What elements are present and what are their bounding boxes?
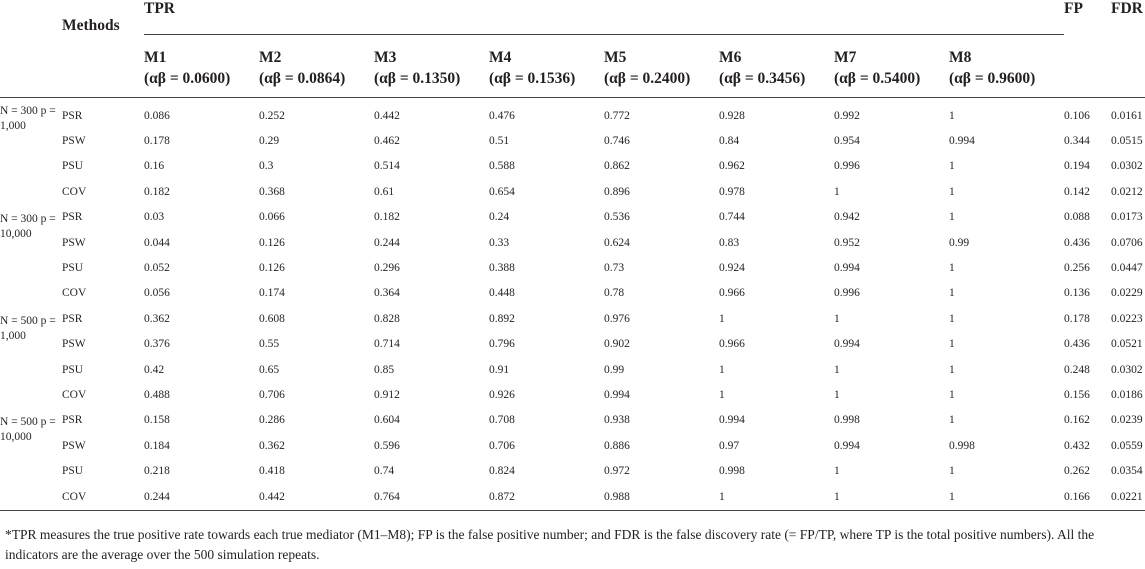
value-cell: 0.78: [604, 287, 625, 300]
value-cell: 0.244: [144, 490, 170, 503]
value-cell: 1: [949, 287, 955, 300]
method-cell: PSR: [62, 211, 83, 224]
group-label: N = 300 p = 1,000: [0, 104, 56, 132]
value-cell: 0.476: [489, 109, 515, 122]
header-mediator-1: [144, 35, 259, 97]
value-cell: 0.796: [489, 338, 515, 351]
value-cell: 0.16: [144, 160, 165, 173]
value-cell: 0.91: [489, 363, 510, 376]
table-row: [0, 408, 1145, 433]
value-cell: 0.166: [1064, 490, 1090, 503]
header-mediator-2: [259, 35, 374, 97]
mediator-coefficient: (αβ = 0.5400): [834, 70, 921, 87]
value-cell: 0.42: [144, 363, 165, 376]
value-cell: 1: [949, 160, 955, 173]
value-cell: 1: [834, 388, 840, 401]
value-cell: 0.052: [144, 261, 170, 274]
value-cell: 0.61: [374, 185, 395, 198]
value-cell: 0.0302: [1111, 363, 1143, 376]
table-row: [0, 180, 1145, 205]
value-cell: 0.966: [719, 287, 745, 300]
value-cell: 0.136: [1064, 287, 1090, 300]
header-fp: FP: [1064, 0, 1083, 17]
value-cell: 0.976: [604, 312, 630, 325]
value-cell: 1: [949, 312, 955, 325]
value-cell: 0.998: [719, 465, 745, 478]
value-cell: 0.0515: [1111, 134, 1143, 147]
value-cell: 0.872: [489, 490, 515, 503]
table-header: [0, 0, 1145, 97]
value-cell: 0.436: [1064, 236, 1090, 249]
value-cell: 1: [949, 185, 955, 198]
table-row: [0, 231, 1145, 256]
value-cell: 0.142: [1064, 185, 1090, 198]
table-row: [0, 281, 1145, 306]
group-label: N = 300 p = 10,000: [0, 213, 56, 241]
value-cell: 0.178: [144, 134, 170, 147]
value-cell: 0.0221: [1111, 490, 1143, 503]
value-cell: 0.162: [1064, 414, 1090, 427]
value-cell: 0.0223: [1111, 312, 1143, 325]
value-cell: 0.73: [604, 261, 625, 274]
table-footnote: *TPR measures the true positive rate towards each true mediator (M1–M8); FP is the false positive number; and FDR is the false discovery rate (= FP/TP, where TP is the total positive numbers). All the indicators are the average over the 500 simulation repeats.: [5, 527, 1095, 562]
mediator-label: M3: [374, 49, 397, 66]
value-cell: 0.994: [719, 414, 745, 427]
value-cell: 0.928: [719, 109, 745, 122]
value-cell: 0.998: [949, 439, 975, 452]
value-cell: 0.912: [374, 388, 400, 401]
value-cell: 1: [949, 109, 955, 122]
value-cell: 0.714: [374, 338, 400, 351]
value-cell: 0.744: [719, 211, 745, 224]
method-cell: COV: [62, 185, 87, 198]
header-blank: [0, 0, 62, 97]
value-cell: 0.886: [604, 439, 630, 452]
method-cell: COV: [62, 490, 87, 503]
value-cell: 0.174: [259, 287, 285, 300]
value-cell: 0.066: [259, 211, 285, 224]
value-cell: 0.83: [719, 236, 740, 249]
value-cell: 0.376: [144, 338, 170, 351]
value-cell: 0.0354: [1111, 465, 1143, 478]
value-cell: 1: [949, 363, 955, 376]
value-cell: 0.3: [259, 160, 274, 173]
value-cell: 0.926: [489, 388, 515, 401]
value-cell: 0.126: [259, 236, 285, 249]
method-cell: PSW: [62, 439, 86, 452]
value-cell: 0.942: [834, 211, 860, 224]
value-cell: 0.106: [1064, 109, 1090, 122]
value-cell: 0.086: [144, 109, 170, 122]
value-cell: 0.994: [834, 338, 860, 351]
value-cell: 0.65: [259, 363, 280, 376]
value-cell: 0.178: [1064, 312, 1090, 325]
value-cell: 1: [949, 338, 955, 351]
value-cell: 0.596: [374, 439, 400, 452]
mediator-label: M4: [489, 49, 512, 66]
value-cell: 1: [949, 388, 955, 401]
value-cell: 1: [834, 363, 840, 376]
value-cell: 1: [719, 363, 725, 376]
value-cell: 0.03: [144, 211, 165, 224]
group-label: N = 500 p = 1,000: [0, 314, 56, 342]
value-cell: 0.654: [489, 185, 515, 198]
header-mediator-8: [949, 35, 1064, 97]
value-cell: 0.74: [374, 465, 395, 478]
value-cell: 0.962: [719, 160, 745, 173]
value-cell: 1: [834, 185, 840, 198]
value-cell: 0.044: [144, 236, 170, 249]
mediator-coefficient: (αβ = 0.0864): [259, 70, 346, 87]
header-mediator-4: [489, 35, 604, 97]
value-cell: 0.902: [604, 338, 630, 351]
header-tpr: TPR: [144, 0, 1064, 35]
method-cell: PSU: [62, 261, 84, 274]
value-cell: 1: [719, 388, 725, 401]
mediator-coefficient: (αβ = 0.3456): [719, 70, 806, 87]
table-row: [0, 307, 1145, 332]
method-cell: PSW: [62, 338, 86, 351]
value-cell: 0.896: [604, 185, 630, 198]
value-cell: 0.0239: [1111, 414, 1143, 427]
mediator-label: M1: [144, 49, 167, 66]
value-cell: 0.436: [1064, 338, 1090, 351]
footer-rule: [0, 511, 1145, 512]
value-cell: 0.706: [489, 439, 515, 452]
value-cell: 0.296: [374, 261, 400, 274]
method-cell: PSW: [62, 236, 86, 249]
value-cell: 0.0173: [1111, 211, 1143, 224]
value-cell: 0.056: [144, 287, 170, 300]
header-mediator-7: [834, 35, 949, 97]
value-cell: 0.706: [259, 388, 285, 401]
value-cell: 0.448: [489, 287, 515, 300]
value-cell: 0.488: [144, 388, 170, 401]
value-cell: 0.0706: [1111, 236, 1143, 249]
value-cell: 0.954: [834, 134, 860, 147]
table-body: [0, 97, 1145, 511]
value-cell: 0.824: [489, 465, 515, 478]
table-row: [0, 383, 1145, 408]
value-cell: 0.996: [834, 160, 860, 173]
value-cell: 0.998: [834, 414, 860, 427]
value-cell: 1: [949, 490, 955, 503]
value-cell: 0.0559: [1111, 439, 1143, 452]
table-row: [0, 358, 1145, 383]
table-row: [0, 459, 1145, 484]
mediator-label: M8: [949, 49, 972, 66]
value-cell: 0.966: [719, 338, 745, 351]
value-cell: 0.0212: [1111, 185, 1143, 198]
value-cell: 0.256: [1064, 261, 1090, 274]
header-mediator-3: [374, 35, 489, 97]
value-cell: 0.0161: [1111, 109, 1143, 122]
header-fdr: FDR: [1111, 0, 1143, 17]
value-cell: 0.364: [374, 287, 400, 300]
value-cell: 0.988: [604, 490, 630, 503]
value-cell: 0.992: [834, 109, 860, 122]
mediator-coefficient: (αβ = 0.0600): [144, 70, 231, 87]
value-cell: 0.708: [489, 414, 515, 427]
value-cell: 0.184: [144, 439, 170, 452]
value-cell: 0.0302: [1111, 160, 1143, 173]
value-cell: 0.994: [834, 261, 860, 274]
value-cell: 0.938: [604, 414, 630, 427]
value-cell: 0.24: [489, 211, 510, 224]
value-cell: 0.0447: [1111, 261, 1143, 274]
table-row: [0, 332, 1145, 357]
value-cell: 0.99: [604, 363, 625, 376]
value-cell: 0.536: [604, 211, 630, 224]
value-cell: 0.286: [259, 414, 285, 427]
value-cell: 0.29: [259, 134, 280, 147]
mediator-label: M2: [259, 49, 282, 66]
value-cell: 0.362: [144, 312, 170, 325]
value-cell: 0.418: [259, 465, 285, 478]
table-row: [0, 205, 1145, 230]
value-cell: 0.244: [374, 236, 400, 249]
value-cell: 0.624: [604, 236, 630, 249]
table-row: [0, 97, 1145, 129]
method-cell: PSR: [62, 312, 83, 325]
method-cell: COV: [62, 287, 87, 300]
value-cell: 0.978: [719, 185, 745, 198]
value-cell: 0.85: [374, 363, 395, 376]
mediator-label: M7: [834, 49, 857, 66]
value-cell: 0.892: [489, 312, 515, 325]
value-cell: 1: [719, 312, 725, 325]
value-cell: 0.608: [259, 312, 285, 325]
value-cell: 1: [719, 490, 725, 503]
value-cell: 0.764: [374, 490, 400, 503]
mediator-coefficient: (αβ = 0.1536): [489, 70, 576, 87]
value-cell: 0.772: [604, 109, 630, 122]
value-cell: 0.388: [489, 261, 515, 274]
method-cell: PSW: [62, 134, 86, 147]
value-cell: 0.0186: [1111, 388, 1143, 401]
value-cell: 0.994: [604, 388, 630, 401]
table-row: [0, 434, 1145, 459]
method-cell: PSR: [62, 109, 83, 122]
value-cell: 0.604: [374, 414, 400, 427]
mediator-label: M6: [719, 49, 742, 66]
value-cell: 0.182: [374, 211, 400, 224]
value-cell: 1: [834, 312, 840, 325]
value-cell: 0.368: [259, 185, 285, 198]
value-cell: 0.0521: [1111, 338, 1143, 351]
value-cell: 0.99: [949, 236, 970, 249]
value-cell: 0.588: [489, 160, 515, 173]
value-cell: 0.828: [374, 312, 400, 325]
value-cell: 0.0229: [1111, 287, 1143, 300]
value-cell: 0.862: [604, 160, 630, 173]
method-cell: PSU: [62, 160, 84, 173]
value-cell: 0.994: [949, 134, 975, 147]
value-cell: 0.252: [259, 109, 285, 122]
value-cell: 0.218: [144, 465, 170, 478]
value-cell: 0.442: [374, 109, 400, 122]
method-cell: PSU: [62, 363, 84, 376]
value-cell: 0.994: [834, 439, 860, 452]
value-cell: 0.55: [259, 338, 280, 351]
value-cell: 0.996: [834, 287, 860, 300]
mediator-coefficient: (αβ = 0.9600): [949, 70, 1036, 87]
table-row: [0, 154, 1145, 179]
value-cell: 1: [949, 465, 955, 478]
value-cell: 0.442: [259, 490, 285, 503]
value-cell: 0.194: [1064, 160, 1090, 173]
table-row: [0, 256, 1145, 281]
value-cell: 0.746: [604, 134, 630, 147]
value-cell: 0.33: [489, 236, 510, 249]
value-cell: 0.97: [719, 439, 740, 452]
header-mediator-6: [719, 35, 834, 97]
method-cell: PSU: [62, 465, 84, 478]
value-cell: 1: [834, 465, 840, 478]
mediator-label: M5: [604, 49, 627, 66]
method-cell: COV: [62, 388, 87, 401]
value-cell: 0.51: [489, 134, 510, 147]
value-cell: 0.514: [374, 160, 400, 173]
value-cell: 0.248: [1064, 363, 1090, 376]
value-cell: 1: [949, 261, 955, 274]
value-cell: 0.182: [144, 185, 170, 198]
value-cell: 0.126: [259, 261, 285, 274]
value-cell: 0.432: [1064, 439, 1090, 452]
method-cell: PSR: [62, 414, 83, 427]
value-cell: 1: [949, 414, 955, 427]
value-cell: 0.156: [1064, 388, 1090, 401]
header-methods: Methods: [62, 17, 120, 34]
value-cell: 1: [949, 211, 955, 224]
value-cell: 0.952: [834, 236, 860, 249]
value-cell: 0.924: [719, 261, 745, 274]
mediator-coefficient: (αβ = 0.1350): [374, 70, 461, 87]
value-cell: 0.462: [374, 134, 400, 147]
value-cell: 0.088: [1064, 211, 1090, 224]
value-cell: 0.158: [144, 414, 170, 427]
group-label: N = 500 p = 10,000: [0, 416, 56, 444]
mediator-header-row: [0, 35, 1145, 97]
mediator-coefficient: (αβ = 0.2400): [604, 70, 691, 87]
header-mediator-5: [604, 35, 719, 97]
value-cell: 0.972: [604, 465, 630, 478]
value-cell: 0.84: [719, 134, 740, 147]
value-cell: 0.362: [259, 439, 285, 452]
value-cell: 0.344: [1064, 134, 1090, 147]
value-cell: 1: [834, 490, 840, 503]
table-row: [0, 485, 1145, 511]
value-cell: 0.262: [1064, 465, 1090, 478]
table-row: [0, 129, 1145, 154]
